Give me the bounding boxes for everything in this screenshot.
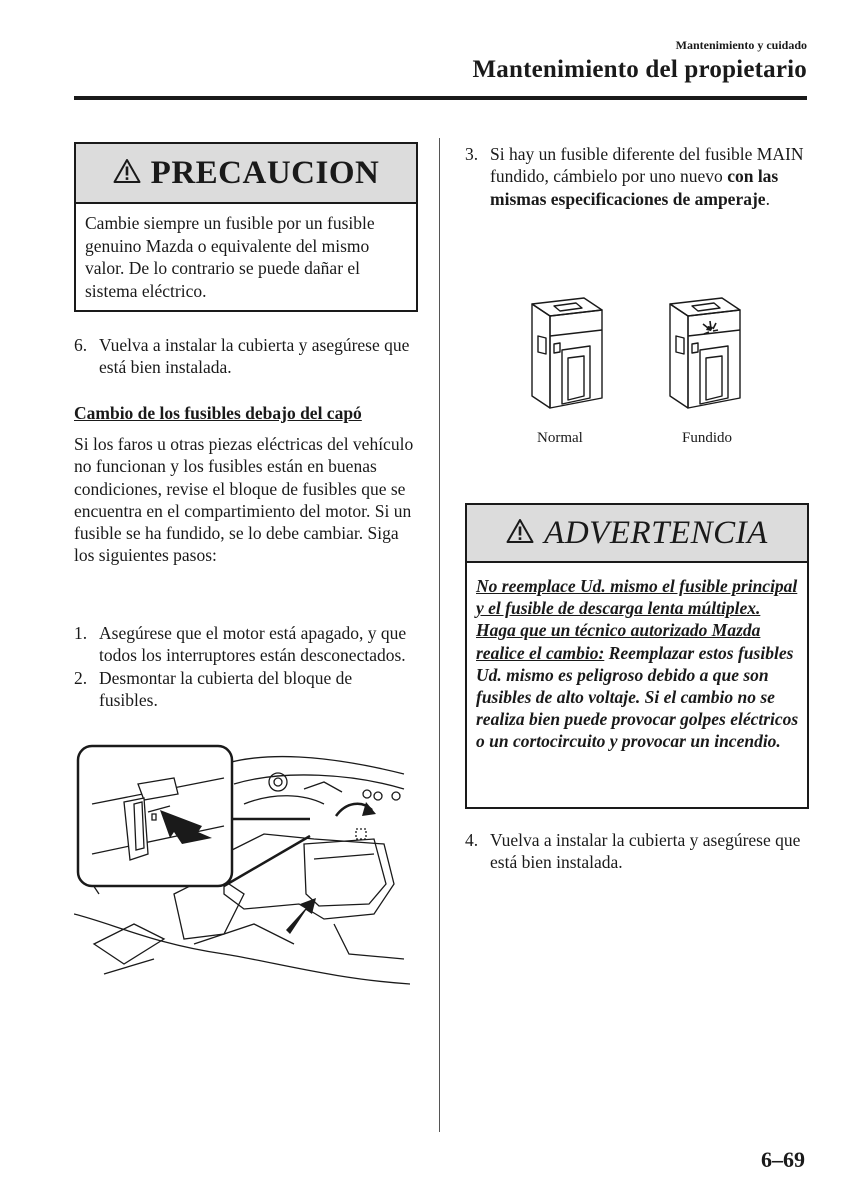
caption-normal: Normal	[537, 430, 583, 446]
advertencia-underlined-text: No reemplace Ud. mismo el fusible principal y el fusible de descarga lenta múltiplex. Haga que un técnico autorizado Mazda realice el cambio:	[476, 576, 798, 663]
step-number: 2.	[74, 667, 88, 688]
steps-list	[74, 622, 414, 711]
step-text: Vuelva a instalar la cubierta y asegúrese que está bien instalada.	[490, 830, 801, 873]
caption-blown: Fundido	[682, 430, 733, 446]
precaucion-title-bar	[76, 144, 416, 204]
step-text: Asegúrese que el motor está apagado, y que todos los interruptores están desconectados.	[99, 623, 407, 666]
step-4	[465, 829, 810, 874]
step-text: Vuelva a instalar la cubierta y asegúrese que está bien instalada.	[99, 335, 410, 378]
step-number: 6.	[74, 335, 88, 355]
fuse-blown-icon	[670, 298, 740, 408]
step-number: 1.	[74, 623, 88, 643]
fuse-comparison-illustration	[520, 296, 750, 414]
advertencia-rest-text: Reemplazar estos fusibles Ud. mismo es peligroso debido a que son fusibles de alto voltaje. Si el cambio no se realiza bien puede provocar golpes eléctricos o un cortocircuito y provocar un incendio.	[476, 642, 799, 752]
warning-triangle-icon	[506, 518, 534, 549]
step-text-bold: con las mismas especificaciones de amperaje	[490, 166, 779, 209]
intro-paragraph: Si los faros u otras piezas eléctricas del vehículo no funcionan y los fusibles están en buenas condiciones, revise el bloque de fusibles que se encuentra en el compartimiento del motor. Si un fusible se ha fundido, se lo debe cambiar. Siga los siguientes pasos:	[74, 434, 414, 566]
engine-fuse-block-illustration	[74, 744, 410, 996]
section-label: Mantenimiento y cuidado	[675, 38, 807, 52]
advertencia-body	[467, 563, 807, 753]
step-text-end: .	[765, 188, 770, 209]
page-title: Mantenimiento del propietario	[472, 56, 807, 83]
column-divider	[439, 138, 440, 1132]
step-3	[465, 143, 810, 210]
page-number: 6–69	[761, 1147, 805, 1172]
precaucion-box	[74, 142, 418, 312]
warning-triangle-icon	[113, 158, 141, 189]
list-item	[74, 622, 414, 667]
fuse-normal-icon	[532, 298, 602, 408]
step-number: 3.	[465, 144, 479, 164]
step-text-plain: Si hay un fusible diferente del fusible MAIN fundido, cámbielo por uno nuevo	[490, 144, 804, 187]
subheading: Cambio de los fusibles debajo del capó	[74, 403, 362, 423]
step-number: 4.	[465, 830, 479, 850]
advertencia-box	[465, 503, 809, 809]
step-text	[490, 143, 810, 210]
precaucion-title: PRECAUCION	[150, 154, 380, 191]
advertencia-title: ADVERTENCIA	[544, 514, 768, 551]
header-rule	[74, 96, 807, 100]
step-6	[74, 334, 414, 379]
list-item	[74, 667, 414, 712]
advertencia-title-bar	[467, 505, 807, 563]
precaucion-body: Cambie siempre un fusible por un fusible genuino Mazda o equivalente del mismo valor. De lo contrario se puede dañar el sistema eléctrico.	[85, 213, 375, 301]
step-text: Desmontar la cubierta del bloque de fusibles.	[99, 667, 353, 710]
